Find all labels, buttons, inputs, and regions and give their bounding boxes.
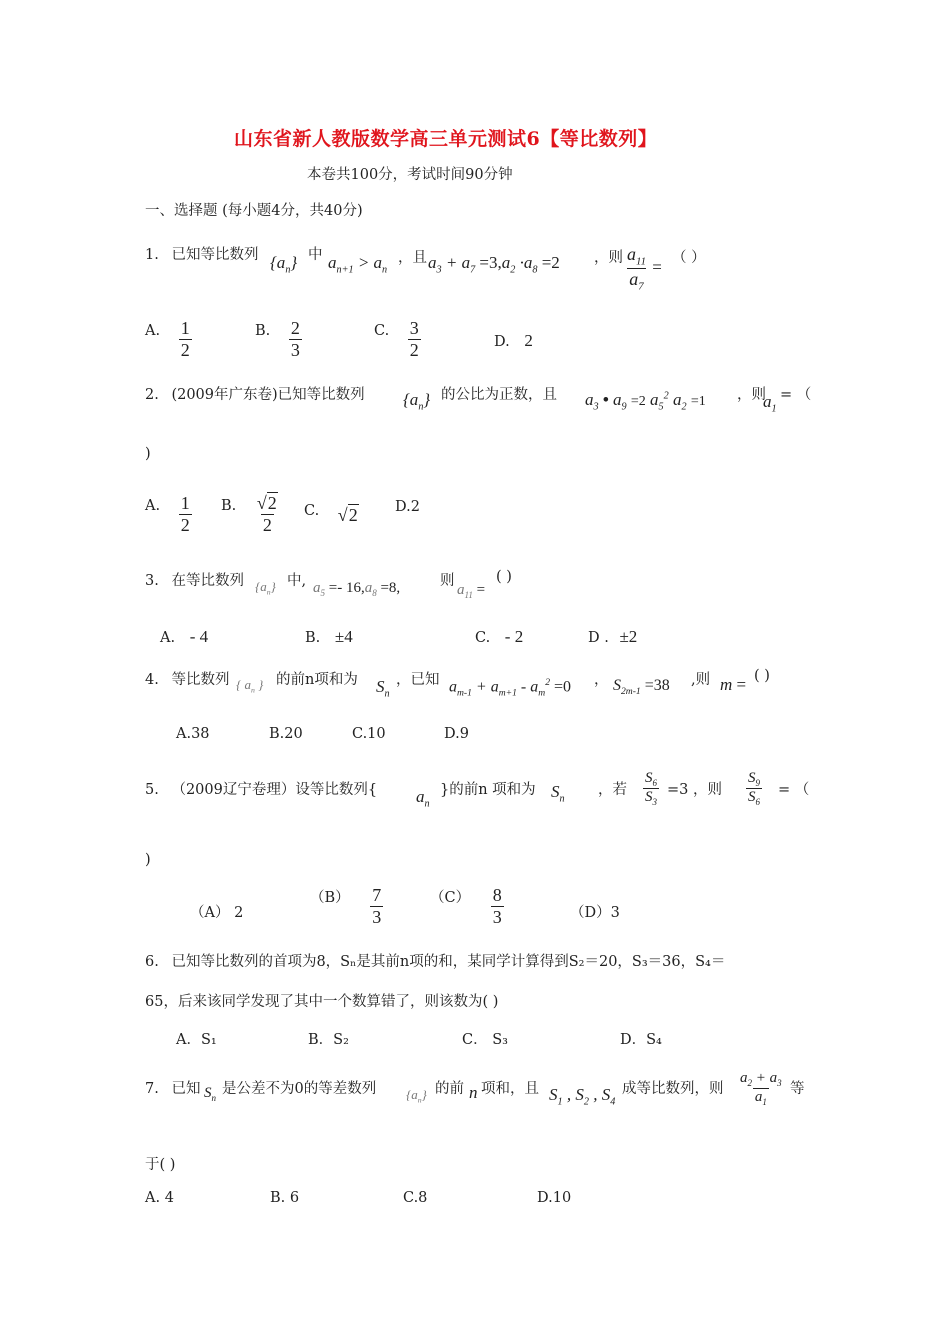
option-c: C． S₃ [462,1032,508,1048]
option-b: B. 6 [270,1190,300,1206]
question-text: ，则 [737,387,766,403]
question-6 [145,950,725,971]
option-b [255,318,302,360]
page-subtitle: 本卷共100分，考试时间90分钟 [307,167,513,183]
option-label: D . [588,630,609,646]
question-number: 6. [145,954,159,970]
option-c [475,627,523,647]
question-5 [145,778,377,799]
answer-paren-close: ) [145,852,151,868]
question-number: 3. [145,573,159,589]
math-sequence: $\{a_n\}$ [270,253,298,276]
option-a [160,627,208,647]
math-condition: $S_1$ , $S_2$ , $S_4$ [549,1085,616,1108]
option-label: A. [160,630,176,646]
option-label: A. [145,323,161,340]
question-number: 4. [145,672,159,688]
math-fraction: $\frac{a_2 + a_3}{a_1}$ [740,1070,782,1108]
question-text: ，已知 [396,672,440,688]
option-label: B. [305,630,321,646]
answer-paren: （ ） [672,250,706,266]
option-label: C. [475,630,491,646]
answer-paren: ( ) [496,569,512,585]
question-text: （2009辽宁卷理）设等比数列{ [171,782,378,798]
option-label: C. [374,323,390,340]
answer-paren-open: = （ [780,387,812,403]
question-text: 于( ) [145,1157,176,1173]
question-text: 已知等比数列 [171,247,259,263]
option-d: D.10 [537,1190,572,1206]
option-value: $\frac{√2}{2}$ [256,493,277,535]
math-a1: $a_1$ [763,392,777,415]
math-fraction: $\frac{a_{11}}{a_7}$ = [627,244,662,293]
question-text: 等比数列 [171,672,230,688]
option-label: C. [304,503,320,519]
question-text: ，若 [598,782,627,798]
option-value: $\frac{7}{3}$ [372,885,382,927]
question-3 [145,569,244,590]
question-text: 在等比数列 [171,573,244,589]
option-b [310,885,383,927]
math-an: $a_n$ [416,787,430,810]
option-label: （C） [430,890,471,907]
option-d [588,627,637,647]
question-text: (2009年广东卷)已知等比数列 [171,387,365,403]
math-inequality: $a_{n+1} > a_n$ [328,253,388,276]
option-label: D. [494,334,510,350]
option-d: D.9 [444,726,469,742]
question-text: 则 [440,573,455,589]
math-sequence: $\{a_n\}$ [255,579,276,597]
option-value: ±2 [619,627,638,646]
option-b [221,493,280,535]
option-c: C.8 [403,1190,428,1206]
option-b: B．S₂ [308,1032,349,1048]
option-a: （A） 2 [190,905,244,921]
math-a11: $a_{11}$ = [457,582,486,600]
section-heading: 一、选择题 (每小题4分，共40分) [145,203,363,219]
math-condition: $a_5 =- 16,a_8 =8$, [313,580,401,598]
question-text: 项和，且 [481,1081,539,1097]
option-value: $\frac{2}{3}$ [290,318,300,360]
question-number: 7. [145,1081,159,1097]
math-m: m = [720,675,747,694]
question-7 [145,1077,200,1098]
option-value: $\frac{1}{2}$ [180,318,190,360]
math-n: n [469,1083,478,1102]
math-sequence: { $a_n$ } [236,677,264,695]
option-d: D．S₄ [620,1032,662,1048]
question-number: 2. [145,387,159,403]
question-number: 1. [145,247,159,263]
question-text: =3 ，则 [667,782,722,798]
math-condition: $a_{m-1} + a_{m+1} - a_m^2 =0$ [449,677,572,699]
question-number: 5. [145,782,159,798]
option-value: √2 [337,505,358,525]
math-sn: $S_n$ [551,782,565,805]
question-text: 中 [308,247,323,263]
option-a: A. 4 [145,1190,174,1206]
option-value: $\frac{3}{2}$ [409,318,419,360]
option-label: A. [145,498,161,515]
math-condition: $a_3 + a_7 =3,a_2 \cdot a_8 =2$ [428,253,560,276]
option-c [430,885,504,927]
math-sn: $S_n$ [204,1085,216,1103]
option-a: A.38 [176,726,210,742]
math-sequence: $\{a_n\}$ [406,1087,427,1105]
math-condition: $a_3$ • $a_9 =2$ $a_5^2$ $a_2 =1$ [585,390,706,413]
option-d [494,331,533,351]
option-d: （D）3 [570,905,620,921]
math-sequence: $\{a_n\}$ [403,390,431,413]
page-title: 山东省新人教版数学高三单元测试6【等比数列】 [234,128,658,150]
option-c [374,318,421,360]
option-a [145,318,192,360]
answer-paren: ( ) [754,668,770,684]
question-text: ，则 [594,250,623,266]
question-text: 的前n项和为 [276,672,358,688]
question-text: 已知 [171,1081,201,1097]
question-text: ,则 [691,672,711,688]
question-text: 已知等比数列的首项为8，Sₙ是其前n项的和，某同学计算得到S₂＝20，S₃＝36，S₄＝ [171,954,726,970]
option-a: A．S₁ [176,1032,217,1048]
question-text: 的公比为正数，且 [441,387,557,403]
math-sn: $S_n$ [376,677,390,700]
question-text: 成等比数列，则 [622,1081,724,1097]
question-text: ，且 [398,250,427,266]
option-value: 2 [524,331,533,350]
answer-paren-close: ) [145,446,151,462]
option-a [145,493,192,535]
option-c: C.10 [352,726,386,742]
option-d: D.2 [395,499,420,515]
option-b: B.20 [269,726,303,742]
option-value: - 2 [504,627,524,646]
option-label: （B） [310,890,350,907]
question-text: 等 [790,1081,805,1097]
option-b [305,627,353,647]
answer-paren-open: = （ [778,782,810,798]
question-2 [145,383,365,404]
option-c [304,499,359,525]
math-fraction: $\frac{S_6}{S_3}$ [645,770,657,808]
option-label: B. [255,323,271,340]
math-condition: $S_{2m-1} =38$ [613,677,670,698]
question-text: 中, [287,573,307,589]
option-value: $\frac{1}{2}$ [180,493,190,535]
question-text: ， [594,672,609,688]
question-text: }的前n 项和为 [440,782,536,798]
question-4 [145,668,229,689]
question-text: 是公差不为0的等差数列 [222,1081,377,1097]
question-1 [145,243,258,293]
question-text: 的前 [435,1081,464,1097]
question-text: 65，后来该同学发现了其中一个数算错了，则该数为( ) [145,994,499,1010]
option-value: ±4 [334,627,353,646]
math-fraction: $\frac{S_9}{S_6}$ [748,770,760,808]
option-label: B. [221,498,237,515]
option-value: - 4 [189,627,209,646]
option-value: $\frac{8}{3}$ [492,885,502,927]
